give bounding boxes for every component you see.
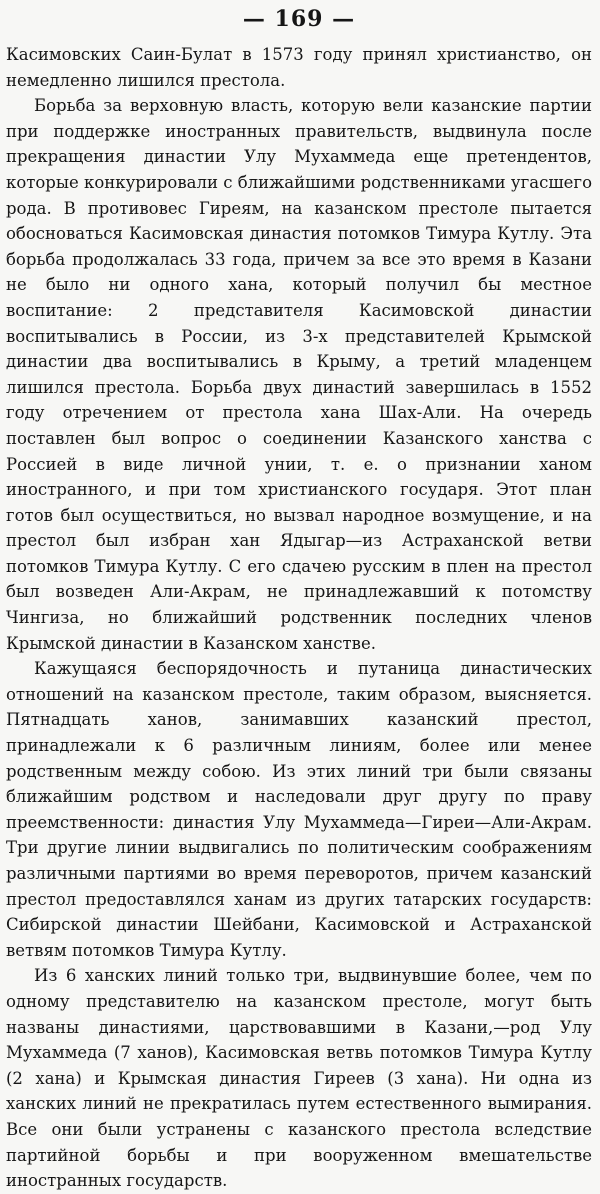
paragraph: Кажущаяся беспорядочность и путаница династических отношений на казанском престоле, таким образом, выясняется. Пятнадцать ханов, занимавших казанский престол, принадлежали к 6 различным линиям, более или менее родственным между собою. Из этих линий три были связаны ближайшим родством и наследовали друг другу по праву преемственности: династия Улу Мухаммеда—Гиреи—Али-Акрам. Три другие линии выдвигались по политическим соображениям различными партиями во время переворотов, причем казанский престол предоставлялся ханам из других татарских государств: Сибирской династии Шейбани, Касимовской и Астраханской ветвям потомков Тимура Кутлу. (6, 659, 592, 960)
page-number: — 169 — (242, 6, 356, 32)
paragraph: Борьба за верховную власть, которую вели казанские партии при поддержке иностранных правительств, выдвинула после прекращения династии Улу Мухаммеда еще претендентов, которые конкурировали с ближайшими родственниками угасшего рода. В противовес Гиреям, на казанском престоле пытается обосноваться Касимовская династия потомков Тимура Кутлу. Эта борьба продолжалась 33 года, причем за все это время в Казани не было ни одного хана, который получил бы местное воспитание: 2 представителя Касимовской династии воспитывались в России, из 3-х представителей Крымской династии два воспитывались в Крыму, а третий младенцем лишился престола. Борьба двух династий завершилась в 1552 году отречением от престола хана Шах-Али. На очередь поставлен был вопрос о соединении Казанского ханства с Россией в виде личной унии, т. е. о признании ханом иностранного, и при том христианского государя. Этот план готов был осуществиться, но вызвал народное возмущение, и на престол был избран хан Ядыгар—из Астраханской ветви потомков Тимура Кутлу. С его сдачею русским в плен на престол был возведен Али-Акрам, не принадлежавший к потомству Чингиза, но ближайший родственник последних членов Крымской династии в Казанском ханстве. (6, 96, 592, 653)
paragraph: Из 6 ханских линий только три, выдвинувшие более, чем по одному представителю на казанском престоле, могут быть названы династиями, царствовавшими в Казани,—род Улу Мухаммеда (7 ханов), Касимовская ветвь потомков Тимура Кутлу (2 хана) и Крымская династия Гиреев (3 хана). Ни одна из ханских линий не прекратилась путем естественного вымирания. Все они были устранены с казанского престола вследствие партийной борьбы и при вооруженном вмешательстве иностранных государств. (6, 966, 592, 1191)
paragraph-continuation: Касимовских Саин-Булат в 1573 году принял христианство, он немедленно лишился престола. (6, 45, 592, 90)
